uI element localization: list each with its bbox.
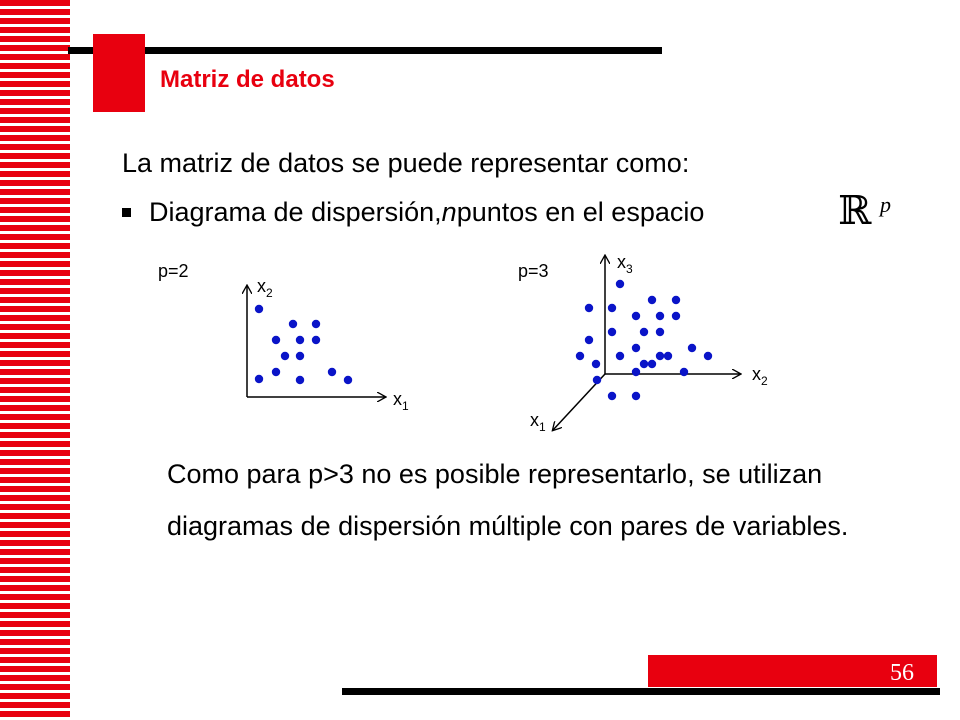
real-space-exponent: p (880, 192, 891, 217)
scatter-point (272, 336, 280, 344)
section-title: Matriz de datos (160, 66, 335, 93)
bullet-text-n: n (441, 197, 457, 227)
scatter-point (672, 312, 680, 320)
scatter-point (281, 352, 289, 360)
scatter-point (576, 352, 584, 360)
scatter-point (255, 305, 263, 313)
scatter-point (648, 296, 656, 304)
scatter-point (585, 304, 593, 312)
scatter-point (593, 376, 601, 384)
scatter-point (672, 296, 680, 304)
plot3d-vertical-axis-label: $x_3$ (617, 252, 633, 276)
plot2d-y-axis-label: $x_2$ (257, 276, 273, 300)
bullet-text-after: puntos en el espacio (456, 197, 705, 227)
scatter-point (680, 368, 688, 376)
scatter-point (640, 360, 648, 368)
plot3d-right-axis-label: $x_2$ (752, 364, 768, 388)
scatter-point (664, 352, 672, 360)
plot3d-diagonal-axis-label: $x_1$ (530, 410, 546, 434)
scatter-point (585, 336, 593, 344)
scatter-point (312, 336, 320, 344)
scatter-point (632, 392, 640, 400)
plot2d-points (255, 305, 352, 384)
scatter-point (632, 344, 640, 352)
page-number: 56 (890, 660, 914, 686)
plot2d-x-axis-label: $x_1$ (393, 389, 409, 413)
scatter-point (312, 320, 320, 328)
scatter-point (328, 368, 336, 376)
intro-text: La matriz de datos se puede representar como: (122, 148, 690, 178)
scatter-point (616, 280, 624, 288)
scatter-point (608, 392, 616, 400)
scatter-point (616, 352, 624, 360)
footer-rule (342, 688, 940, 695)
plot2d-label: p=2 (158, 261, 189, 281)
scatter-point (688, 344, 696, 352)
scatter-point (648, 360, 656, 368)
scatter-point (272, 368, 280, 376)
scatter-point (344, 376, 352, 384)
scatter-point (632, 312, 640, 320)
scatter-point (296, 352, 304, 360)
scatter-point (296, 336, 304, 344)
scatter-point (289, 320, 297, 328)
plot3d-label: p=3 (518, 261, 549, 281)
scatter-point (704, 352, 712, 360)
bullet-text-before: Diagrama de dispersión, (149, 197, 442, 227)
scatter-point (255, 375, 263, 383)
scatter-point (640, 328, 648, 336)
explanation-paragraph: Como para p>3 no es posible representarlo, se utilizan diagramas de dispersión múltiple con pares de variables. (167, 459, 849, 541)
scatter-point (608, 328, 616, 336)
scatter-point (296, 376, 304, 384)
real-space-symbol: ℝ (838, 188, 872, 234)
scatter-point (592, 360, 600, 368)
scatter-point (656, 328, 664, 336)
scatter-point (608, 304, 616, 312)
scatter-point (632, 368, 640, 376)
scatter-point (656, 312, 664, 320)
scatter-point (656, 352, 664, 360)
plot3d-points (576, 280, 712, 400)
